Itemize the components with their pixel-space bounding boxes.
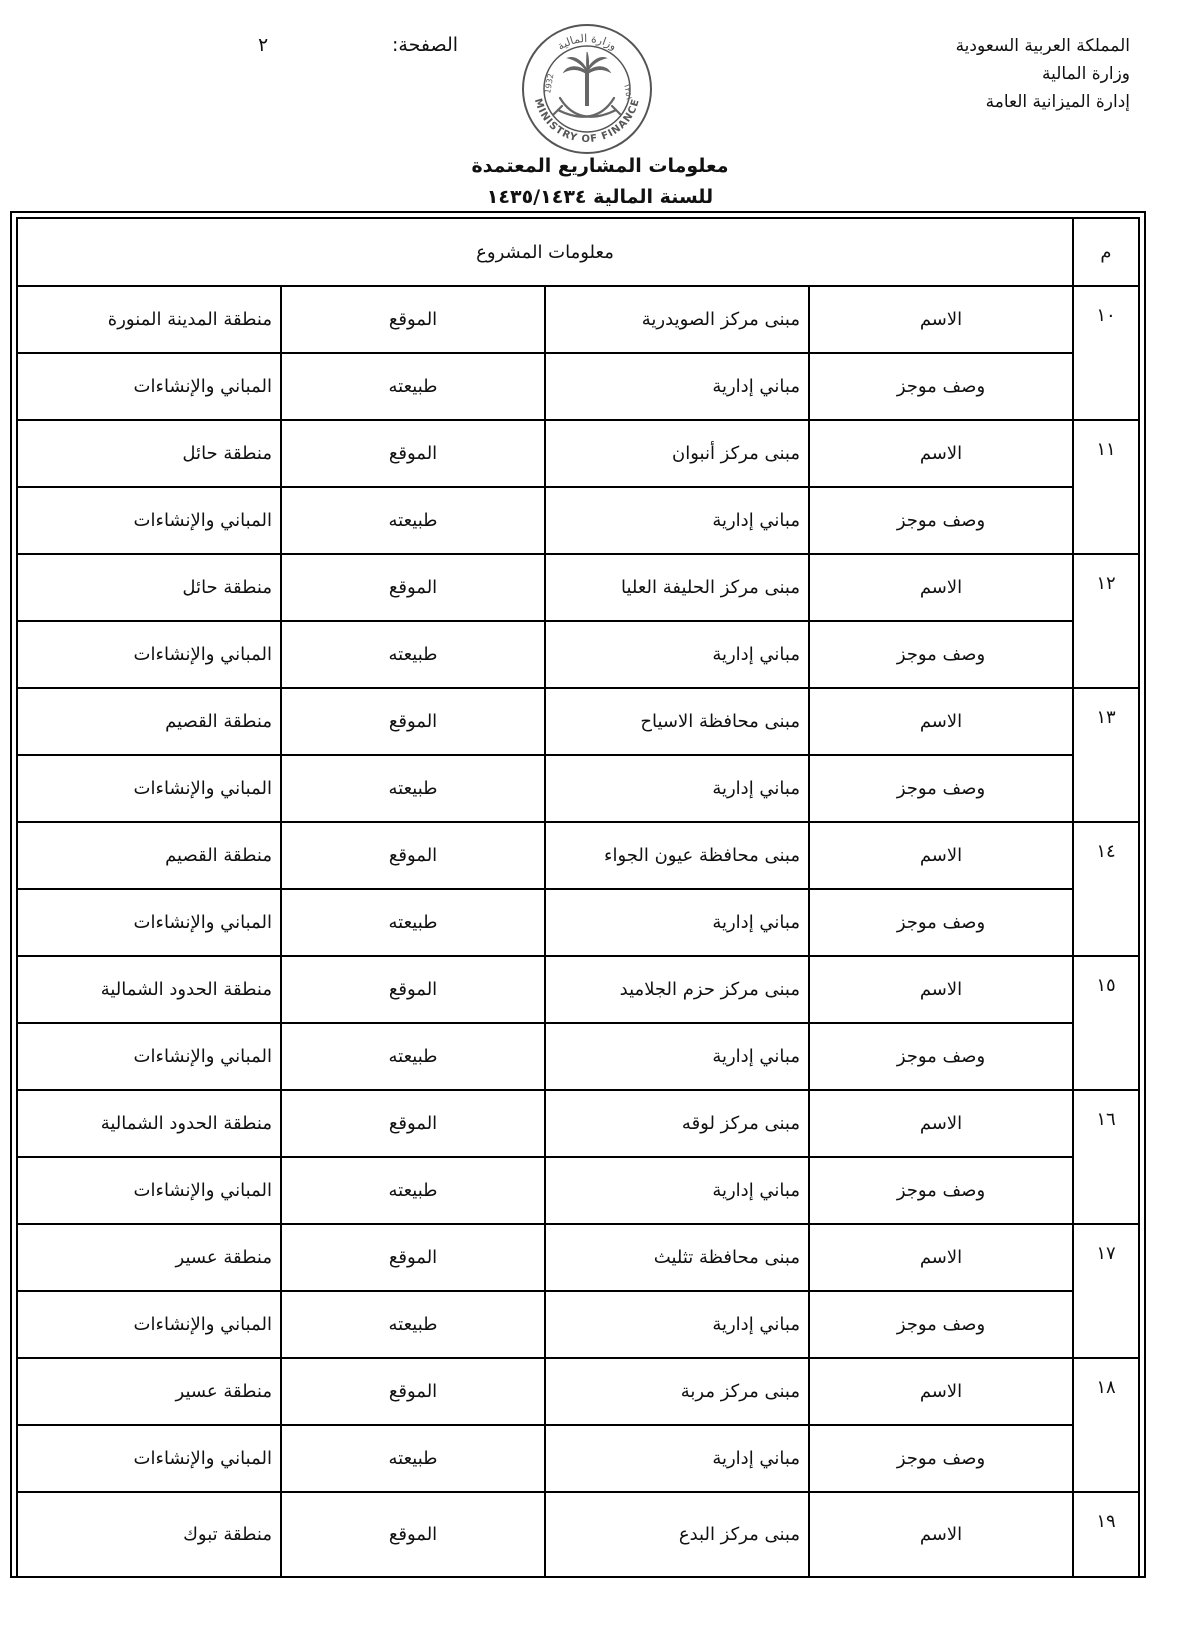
label-description: وصف موجز [809,621,1073,688]
table-row [17,688,1139,755]
org-line-department: إدارة الميزانية العامة [985,92,1130,112]
seal-year-right: ١٣٥١ [622,82,634,102]
project-location: منطقة حائل [17,554,281,621]
table-row [17,755,1139,822]
label-location: الموقع [281,1224,545,1291]
table-row [17,353,1139,420]
label-location: الموقع [281,822,545,889]
label-name: الاسم [809,956,1073,1023]
project-number: ١٠ [1073,286,1139,420]
project-location: منطقة المدينة المنورة [17,286,281,353]
column-header-project-info: معلومات المشروع [17,218,1073,286]
project-name: مبنى مركز لوقه [545,1090,809,1157]
palm-tree-icon [564,52,610,106]
label-name: الاسم [809,554,1073,621]
table-row [17,1023,1139,1090]
table-row [17,1358,1139,1425]
label-description: وصف موجز [809,487,1073,554]
project-nature: المباني والإنشاءات [17,1291,281,1358]
label-name: الاسم [809,1090,1073,1157]
table-row [17,1090,1139,1157]
project-nature: المباني والإنشاءات [17,1157,281,1224]
project-nature: المباني والإنشاءات [17,487,281,554]
table-row [17,889,1139,956]
organization-header [956,32,1130,116]
label-nature: طبيعته [281,621,545,688]
project-number: ١٩ [1073,1492,1139,1577]
seal-top-text: وزارة المالية [554,31,620,53]
label-name: الاسم [809,286,1073,353]
table-row [17,956,1139,1023]
svg-text:وزارة المالية [555,32,619,53]
seal-bottom-text: MINISTRY OF FINANCE [531,97,642,146]
project-number: ١٣ [1073,688,1139,822]
project-number: ١٨ [1073,1358,1139,1492]
label-name: الاسم [809,1224,1073,1291]
label-location: الموقع [281,956,545,1023]
project-number: ١٥ [1073,956,1139,1090]
table-header-row [17,218,1139,286]
table-row [17,1291,1139,1358]
table-row [17,621,1139,688]
label-location: الموقع [281,1090,545,1157]
label-nature: طبيعته [281,1023,545,1090]
org-line-kingdom: المملكة العربية السعودية [955,36,1130,56]
table-row [17,1157,1139,1224]
project-description: مباني إدارية [545,621,809,688]
label-name: الاسم [809,822,1073,889]
label-description: وصف موجز [809,353,1073,420]
project-number: ١١ [1073,420,1139,554]
label-location: الموقع [281,688,545,755]
project-nature: المباني والإنشاءات [17,353,281,420]
project-name: مبنى مركز حزم الجلاميد [545,956,809,1023]
label-description: وصف موجز [809,889,1073,956]
project-nature: المباني والإنشاءات [17,1425,281,1492]
table-row [17,1492,1139,1577]
project-location: منطقة الحدود الشمالية [17,956,281,1023]
label-name: الاسم [809,1358,1073,1425]
ministry-seal-logo [520,22,655,157]
label-nature: طبيعته [281,889,545,956]
project-nature: المباني والإنشاءات [17,889,281,956]
label-location: الموقع [281,286,545,353]
projects-table [16,217,1140,1578]
project-description: مباني إدارية [545,755,809,822]
project-number: ١٧ [1073,1224,1139,1358]
label-nature: طبيعته [281,1425,545,1492]
table-row [17,1425,1139,1492]
project-name: مبنى محافظة الاسياح [545,688,809,755]
table-row [17,822,1139,889]
project-name: مبنى محافظة عيون الجواء [545,822,809,889]
label-name: الاسم [809,688,1073,755]
project-description: مباني إدارية [545,353,809,420]
project-description: مباني إدارية [545,889,809,956]
project-description: مباني إدارية [545,1425,809,1492]
table-row [17,487,1139,554]
project-name: مبنى مركز البدع [545,1492,809,1577]
label-description: وصف موجز [809,1425,1073,1492]
table-row [17,286,1139,353]
project-number: ١٤ [1073,822,1139,956]
label-name: الاسم [809,1492,1073,1577]
project-description: مباني إدارية [545,1157,809,1224]
label-description: وصف موجز [809,1023,1073,1090]
project-name: مبنى مركز الصويدرية [545,286,809,353]
label-nature: طبيعته [281,487,545,554]
project-name: مبنى مركز الحليفة العليا [545,554,809,621]
projects-table-frame [10,211,1146,1578]
label-nature: طبيعته [281,353,545,420]
table-row [17,1224,1139,1291]
seal-year-left: 1932 [543,72,556,95]
label-description: وصف موجز [809,1291,1073,1358]
label-location: الموقع [281,554,545,621]
project-location: منطقة عسير [17,1224,281,1291]
project-location: منطقة القصيم [17,688,281,755]
project-name: مبنى محافظة تثليث [545,1224,809,1291]
project-description: مباني إدارية [545,487,809,554]
label-location: الموقع [281,1492,545,1577]
project-location: منطقة الحدود الشمالية [17,1090,281,1157]
project-name: مبنى مركز مربة [545,1358,809,1425]
label-nature: طبيعته [281,1291,545,1358]
project-name: مبنى مركز أنبوان [545,420,809,487]
label-description: وصف موجز [809,755,1073,822]
column-header-m: م [1073,218,1139,286]
project-location: منطقة حائل [17,420,281,487]
project-number: ١٦ [1073,1090,1139,1224]
label-location: الموقع [281,420,545,487]
project-description: مباني إدارية [545,1023,809,1090]
project-location: منطقة القصيم [17,822,281,889]
project-location: منطقة تبوك [17,1492,281,1577]
project-nature: المباني والإنشاءات [17,621,281,688]
label-nature: طبيعته [281,755,545,822]
label-description: وصف موجز [809,1157,1073,1224]
table-row [17,554,1139,621]
project-location: منطقة عسير [17,1358,281,1425]
project-description: مباني إدارية [545,1291,809,1358]
label-name: الاسم [809,420,1073,487]
org-line-ministry: وزارة المالية [1042,64,1130,84]
project-nature: المباني والإنشاءات [17,755,281,822]
page-label: الصفحة: [392,34,459,56]
document-subtitle-fiscal-year: للسنة المالية ١٤٣٥/١٤٣٤ [486,186,714,208]
project-number: ١٢ [1073,554,1139,688]
table-row [17,420,1139,487]
project-nature: المباني والإنشاءات [17,1023,281,1090]
document-title: معلومات المشاريع المعتمدة [471,155,729,177]
label-nature: طبيعته [281,1157,545,1224]
page-number: ٢ [258,34,269,56]
label-location: الموقع [281,1358,545,1425]
